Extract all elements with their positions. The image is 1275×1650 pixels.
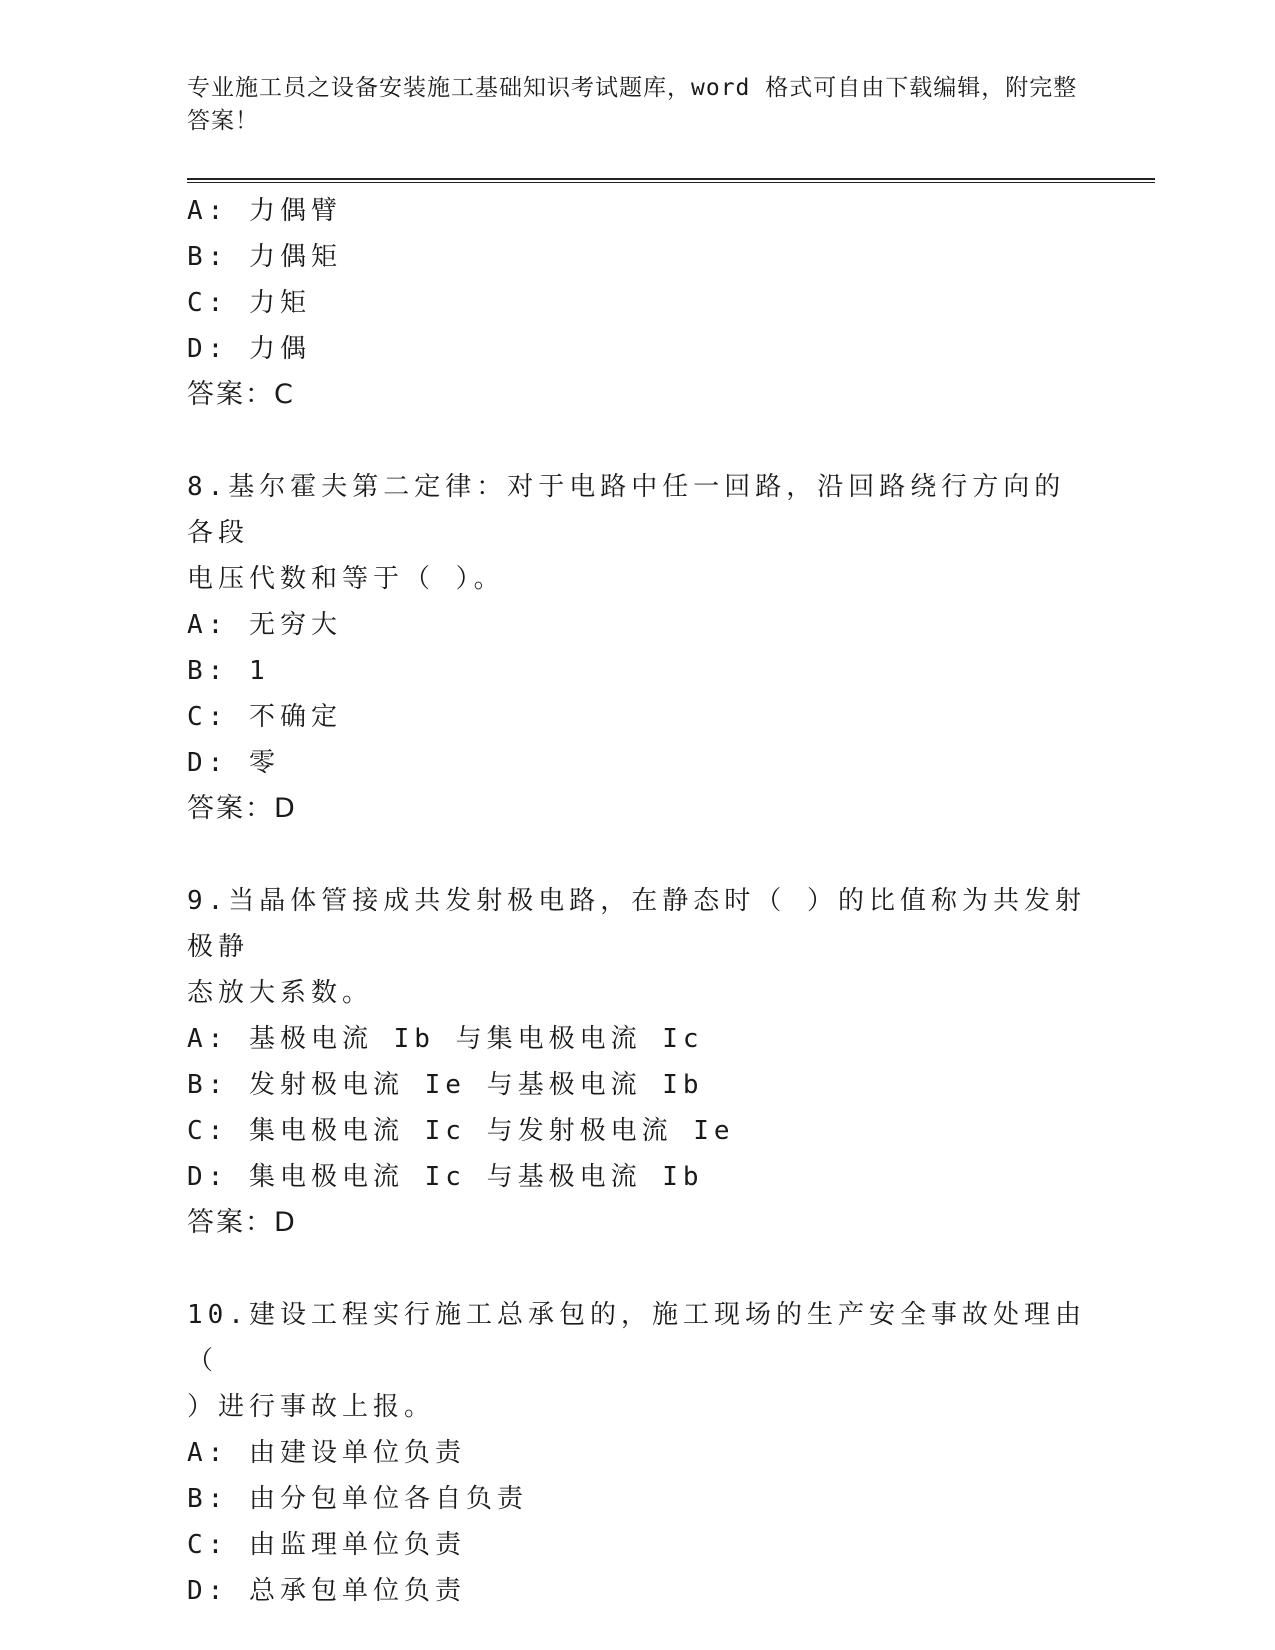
option-d: D: 总承包单位负责: [187, 1576, 466, 1606]
spacer: [187, 1246, 1087, 1292]
option-d: D: 零: [187, 748, 280, 778]
option-b: B: 发射极电流 Ie 与基极电流 Ib: [187, 1070, 704, 1100]
option-a: A: 由建设单位负责: [187, 1438, 466, 1468]
question-stem-continued: ）进行事故上报。: [187, 1392, 436, 1422]
option-b: B: 由分包单位各自负责: [187, 1484, 528, 1514]
answer-line: 答案：C: [187, 379, 295, 410]
document-title: 专业施工员之设备安装施工基础知识考试题库，word 格式可自由下载编辑，附完整答案！: [187, 75, 1078, 134]
question-stem: 9.当晶体管接成共发射极电路，在静态时（ ）的比值称为共发射极静: [187, 886, 1086, 962]
option-a: A: 无穷大: [187, 610, 342, 640]
option-c: C: 不确定: [187, 702, 342, 732]
spacer: [187, 832, 1087, 878]
spacer: [187, 418, 1087, 464]
question-stem: 10.建设工程实行施工总承包的，施工现场的生产安全事故处理由（: [187, 1300, 1086, 1376]
question-block-8: [187, 464, 1087, 832]
answer-line: 答案：D: [187, 793, 297, 824]
question-block-10: [187, 1292, 1087, 1614]
header-divider: [187, 178, 1155, 183]
option-c: C: 集电极电流 Ic 与发射极电流 Ie: [187, 1116, 735, 1146]
option-c: C: 力矩: [187, 288, 311, 318]
question-block-partial: [187, 188, 1087, 418]
question-block-9: [187, 878, 1087, 1246]
page-header: [187, 72, 1087, 138]
option-a: A: 基极电流 Ib 与集电极电流 Ic: [187, 1024, 704, 1054]
option-d: D: 集电极电流 Ic 与基极电流 Ib: [187, 1162, 704, 1192]
option-d: D: 力偶: [187, 334, 311, 364]
option-b: B: 力偶矩: [187, 242, 342, 272]
answer-line: 答案：D: [187, 1207, 297, 1238]
option-b: B: 1: [187, 656, 270, 686]
question-stem-continued: 态放大系数。: [187, 978, 374, 1008]
question-list: [187, 188, 1087, 1614]
question-stem-continued: 电压代数和等于（ ）。: [187, 564, 505, 594]
option-c: C: 由监理单位负责: [187, 1530, 466, 1560]
option-a: A: 力偶臂: [187, 196, 342, 226]
question-stem: 8.基尔霍夫第二定律：对于电路中任一回路，沿回路绕行方向的各段: [187, 472, 1066, 548]
